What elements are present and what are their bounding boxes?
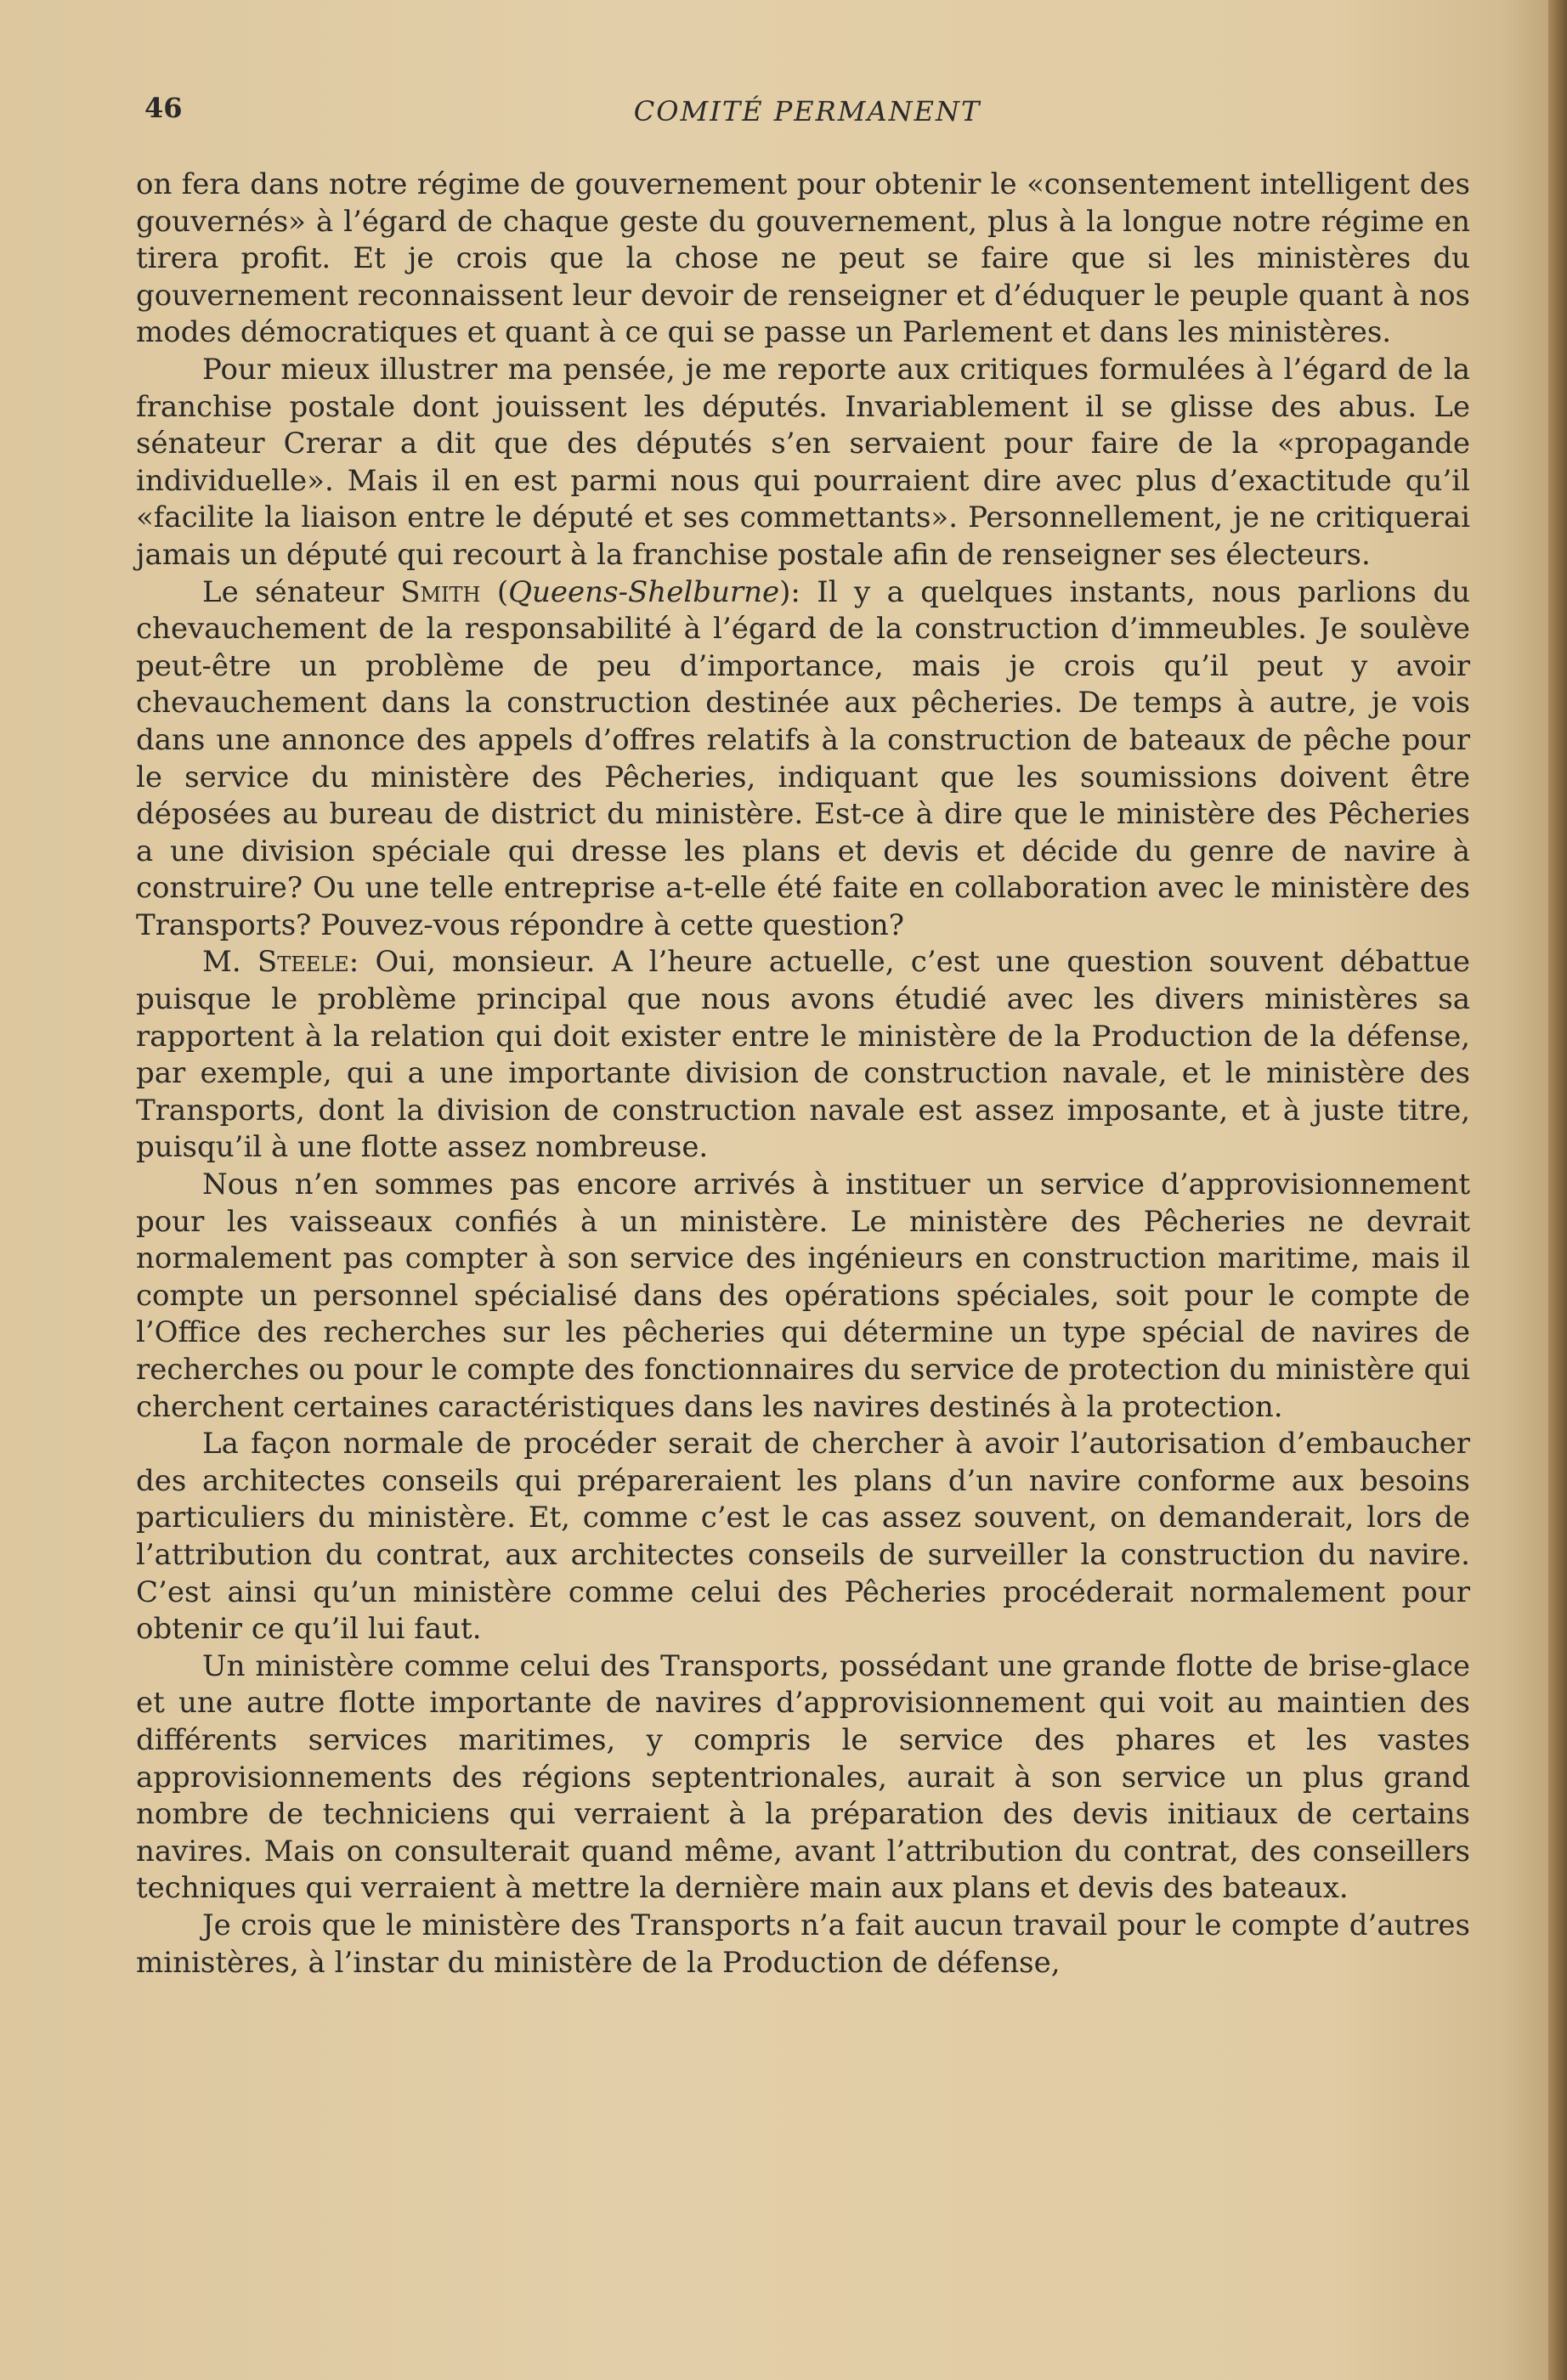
paragraph: La façon normale de procéder serait de chercher à avoir l’autorisation d’embaucher des architectes conseils qui prépareraient les plans d’un navire conforme aux besoins particuliers du ministère. Et, comme c’est le cas assez souvent, on demanderait, lors de l’attribution du contrat, aux architectes conseils de surveiller la construction du navire. C’est ainsi qu’un ministère comme celui des Pêcheries procéderait normalement pour obtenir ce qu’il lui faut.	[136, 1427, 1470, 1647]
speaker-prefix: M.	[202, 945, 257, 980]
page-spine-shadow	[1548, 0, 1567, 2380]
page-number: 46	[144, 92, 183, 124]
speaker-riding: Queens-Shelburne	[508, 574, 780, 609]
paragraph: Un ministère comme celui des Transports, possédant une grande flotte de brise-glace et une autre flotte importante de navires d’approvisionnement qui voit au maintien des différents services maritimes, y compris le service des phares et les vastes approvisionnements des régions septentrionales, aurait à son service un plus grand nombre de techniciens qui verraient à la préparation des devis initiaux de certains navires. Mais on consulterait quand même, avant l’attribution du contrat, des conseillers techniques qui verraient à mettre la dernière main aux plans et devis des bateaux.	[136, 1648, 1470, 1906]
body-text	[136, 167, 1470, 1981]
paragraph: Nous n’en sommes pas encore arrivés à instituer un service d’approvisionnement pour les vaisseaux confiés à un ministère. Le ministère des Pêcheries ne devrait normalement pas compter à son service des ingénieurs en construction maritime, mais il compte un personnel spécialisé dans des opérations spéciales, soit pour le compte de l’Office des recherches sur les pêcheries qui détermine un type spécial de navires de recherches ou pour le compte des fonctionnaires du service de protection du ministère qui cherchent certaines caractéristiques dans les navires destinés à la protection.	[136, 1167, 1470, 1424]
page-header	[144, 88, 1470, 139]
speaker-name: Steele	[257, 945, 349, 980]
speaker-name: Smith	[400, 574, 481, 609]
paragraph: Pour mieux illustrer ma pensée, je me reporte aux critiques formulées à l’égard de la franchise postale dont jouissent les députés. Invariablement il se glisse des abus. Le sénateur Crerar a dit que des députés s’en servaient pour faire de la «propagande individuelle». Mais il en est parmi nous qui pourraient dire avec plus d’exactitude qu’il «facilite la liaison entre le député et ses commettants». Personnellement, je ne critiquerai jamais un député qui recourt à la franchise postale afin de renseigner ses électeurs.	[136, 352, 1470, 572]
paragraph-continuation: on fera dans notre régime de gouvernement pour obtenir le «consentement intelligent des gouvernés» à l’égard de chaque geste du gouvernement, plus à la longue notre régime en tirera profit. Et je crois que la chose ne peut se faire que si les ministères du gouvernement reconnaissent leur devoir de renseigner et d’éduquer le peuple quant à nos modes démocratiques et quant à ce qui se passe un Parlement et dans les ministères.	[136, 167, 1470, 350]
speaker-prefix: Le sénateur	[202, 574, 401, 609]
paragraph-speaker-smith: Le sénateur Smith (Queens-Shelburne): Il y a quelques instants, nous parlions du chevauchement de la responsabilité à l’égard de la construction d’immeubles. Je soulève peut-être un problème de peu d’importance, mais je crois qu’il peut y avoir chevauchement dans la construction destinée aux pêcheries. De temps à autre, je vois dans une annonce des appels d’offres relatifs à la construction de bateaux de pêche pour le service du ministère des Pêcheries, indiquant que les soumissions doivent être déposées au bureau de district du ministère. Est-ce à dire que le ministère des Pêcheries a une division spéciale qui dresse les plans et devis et décide du genre de navire à construire? Ou une telle entreprise a-t-elle été faite en collaboration avec le ministère des Transports? Pouvez-vous répondre à cette question?	[136, 574, 1470, 942]
paragraph-continues: Je crois que le ministère des Transports n’a fait aucun travail pour le compte d’autres ministères, à l’instar du ministère de la Production de défense,	[136, 1908, 1470, 1980]
paragraph-speaker-steele: M. Steele: Oui, monsieur. A l’heure actuelle, c’est une question souvent débattue puisque le problème principal que nous avons étudié avec les divers ministères sa rapportent à la relation qui doit exister entre le ministère de la Production de la défense, par exemple, qui a une importante division de construction navale, et le ministère des Transports, dont la division de construction navale est assez imposante, et à juste titre, puisqu’il à une flotte assez nombreuse.	[136, 945, 1471, 1165]
running-title: COMITÉ PERMANENT	[633, 95, 981, 127]
